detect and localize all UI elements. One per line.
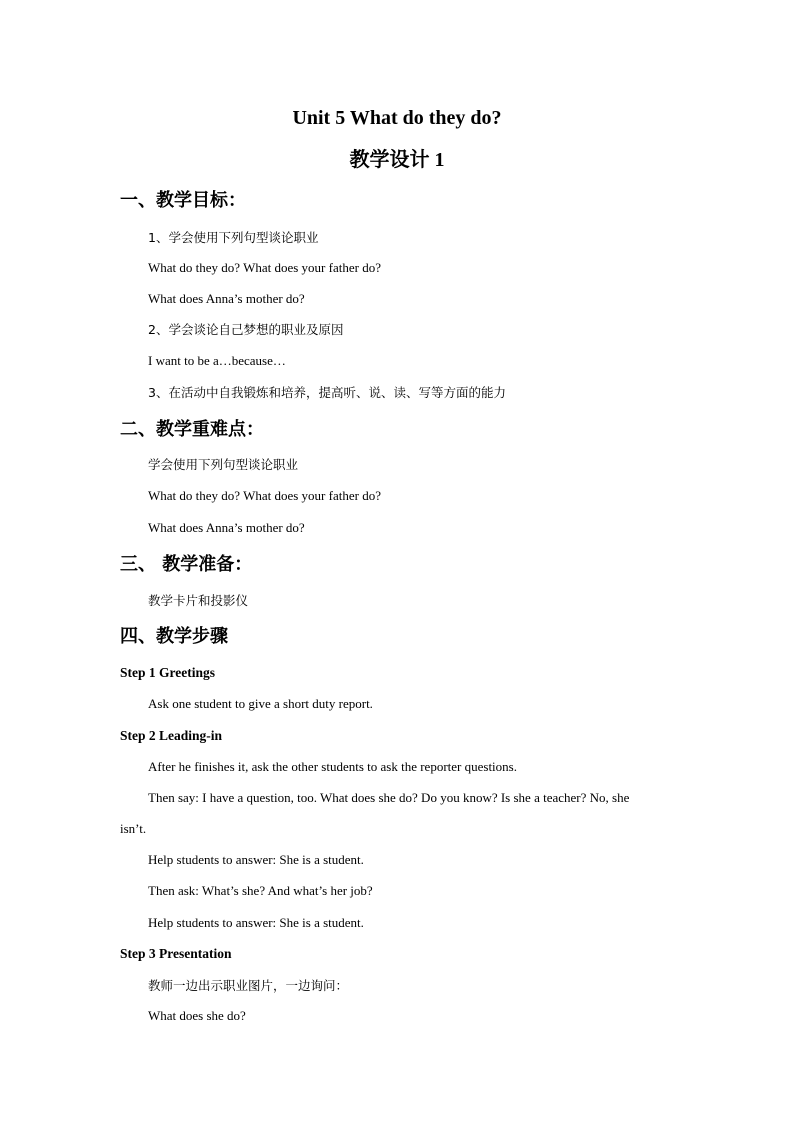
step-line: Help students to answer: She is a student. xyxy=(148,915,364,930)
section-heading-preparation: 三、 教学准备： xyxy=(120,554,253,575)
step-line: Ask one student to give a short duty report. xyxy=(148,696,373,711)
objective-line: What does Anna’s mother do? xyxy=(148,291,305,306)
step-heading: Step 1 Greetings xyxy=(120,665,215,680)
key-point-line: What does Anna’s mother do? xyxy=(148,520,305,535)
step-line: Help students to answer: She is a student. xyxy=(148,852,364,867)
section-heading-objectives: 一、教学目标： xyxy=(120,190,246,211)
section-heading-key-points: 二、教学重难点： xyxy=(120,419,264,440)
step-line: Then ask: What’s she? And what’s her job? xyxy=(148,883,373,898)
step-heading: Step 2 Leading-in xyxy=(120,728,223,743)
step-line: After he finishes it, ask the other students to ask the reporter questions. xyxy=(148,759,517,774)
step-heading: Step 3 Presentation xyxy=(120,946,232,961)
section-heading-steps: 四、教学步骤 xyxy=(120,626,228,647)
step-line: Then say: I have a question, too. What does she do? Do you know? Is she a teacher? No, she xyxy=(148,790,630,805)
key-point-line: What do they do? What does your father do? xyxy=(148,488,381,503)
step-line: isn’t. xyxy=(120,821,147,836)
objective-line: What do they do? What does your father do? xyxy=(148,260,381,275)
objective-line: 1、学会使用下列句型谈论职业 xyxy=(148,230,319,245)
objective-line: 3、在活动中自我锻炼和培养，提高听、说、读、写等方面的能力 xyxy=(148,385,506,400)
objective-line: I want to be a…because… xyxy=(148,353,286,368)
step-line: 教师一边出示职业图片，一边询问： xyxy=(148,978,349,993)
objective-line: 2、学会谈论自己梦想的职业及原因 xyxy=(148,322,344,337)
document-subtitle: 教学设计 1 xyxy=(349,149,445,171)
document-title: Unit 5 What do they do? xyxy=(292,107,502,129)
step-line: What does she do? xyxy=(148,1008,246,1023)
preparation-line: 教学卡片和投影仪 xyxy=(148,593,249,608)
key-point-line: 学会使用下列句型谈论职业 xyxy=(148,457,299,472)
